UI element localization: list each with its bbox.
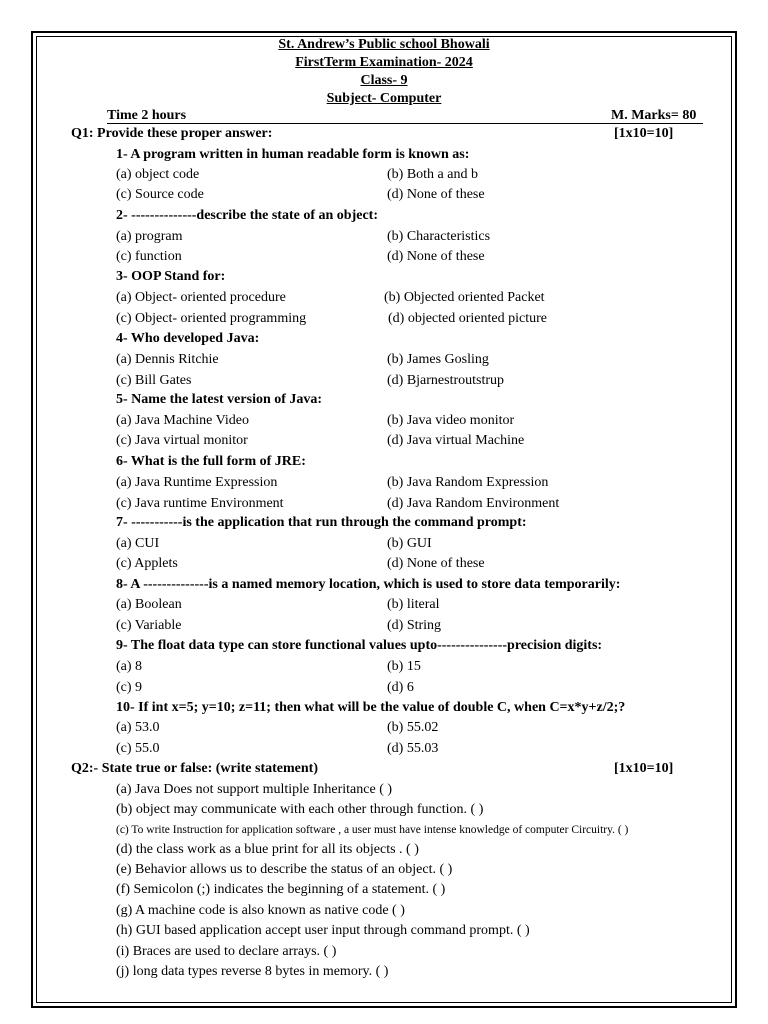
question-9: 9- The float data type can store functional values upto---------------precision digits: [116, 638, 603, 653]
question-6: 6- What is the full form of JRE: [116, 454, 306, 469]
q5-option-c: (c) Java virtual monitor [116, 433, 248, 448]
q10-option-b: (b) 55.02 [387, 720, 439, 735]
q8-option-d: (d) String [387, 618, 442, 633]
question-4: 4- Who developed Java: [116, 331, 260, 346]
tf-statement-i: (i) Braces are used to declare arrays. ( ) [116, 944, 337, 959]
q9-option-d: (d) 6 [387, 680, 414, 695]
exam-title: FirstTerm Examination- 2024 [295, 55, 473, 70]
q6-option-b: (b) Java Random Expression [387, 475, 549, 490]
q3-option-c: (c) Object- oriented programming [116, 311, 307, 326]
q8-option-a: (a) Boolean [116, 597, 182, 612]
q1-option-b: (b) Both a and b [387, 167, 478, 182]
q1-option-d: (d) None of these [387, 187, 485, 202]
q4-option-d: (d) Bjarnestroutstrup [387, 373, 505, 388]
q3-option-b: (b) Objected oriented Packet [384, 290, 545, 305]
q7-option-a: (a) CUI [116, 536, 160, 551]
q6-option-a: (a) Java Runtime Expression [116, 475, 278, 490]
q3-option-a: (a) Object- oriented procedure [116, 290, 286, 305]
class-label: Class- 9 [360, 73, 408, 88]
question-5: 5- Name the latest version of Java: [116, 392, 323, 407]
q2-option-d: (d) None of these [387, 249, 485, 264]
q2-option-b: (b) Characteristics [387, 229, 491, 244]
q2-marks: [1x10=10] [614, 761, 674, 776]
q3-option-d: (d) objected oriented picture [388, 311, 547, 326]
q10-option-c: (c) 55.0 [116, 741, 160, 756]
q4-option-a: (a) Dennis Ritchie [116, 352, 219, 367]
max-marks-label: M. Marks= 80 [611, 108, 697, 123]
school-name: St. Andrew’s Public school Bhowali [278, 37, 490, 52]
q7-option-b: (b) GUI [387, 536, 432, 551]
tf-statement-f: (f) Semicolon (;) indicates the beginning of a statement. ( ) [116, 882, 446, 897]
q7-option-c: (c) Applets [116, 556, 178, 571]
q5-option-b: (b) Java video monitor [387, 413, 515, 428]
question-7: 7- -----------is the application that run through the command prompt: [116, 515, 527, 530]
question-10: 10- If int x=5; y=10; z=11; then what will be the value of double C, when C=x*y+z/2;? [116, 700, 626, 715]
q2-option-a: (a) program [116, 229, 183, 244]
tf-statement-j: (j) long data types reverse 8 bytes in memory. ( ) [116, 964, 389, 979]
q9-option-a: (a) 8 [116, 659, 143, 674]
tf-statement-d: (d) the class work as a blue print for all its objects . ( ) [116, 842, 419, 857]
q1-marks: [1x10=10] [614, 126, 674, 141]
question-3: 3- OOP Stand for: [116, 269, 226, 284]
tf-statement-c: (c) To write Instruction for application software , a user must have intense knowledge of computer Circuitry. ( ) [116, 824, 629, 836]
tf-statement-h: (h) GUI based application accept user input through command prompt. ( ) [116, 923, 530, 938]
q9-option-c: (c) 9 [116, 680, 143, 695]
subject-label: Subject- Computer [326, 91, 442, 106]
q10-option-d: (d) 55.03 [387, 741, 439, 756]
q6-option-c: (c) Java runtime Environment [116, 496, 284, 511]
q8-option-c: (c) Variable [116, 618, 182, 633]
q4-option-b: (b) James Gosling [387, 352, 489, 367]
question-2: 2- --------------describe the state of an object: [116, 208, 378, 223]
header-rule [107, 123, 703, 124]
q5-option-a: (a) Java Machine Video [116, 413, 250, 428]
q5-option-d: (d) Java virtual Machine [387, 433, 525, 448]
time-label: Time 2 hours [107, 108, 187, 123]
tf-statement-e: (e) Behavior allows us to describe the status of an object. ( ) [116, 862, 453, 877]
question-8: 8- A --------------is a named memory location, which is used to store data temporarily: [116, 577, 621, 592]
q10-option-a: (a) 53.0 [116, 720, 160, 735]
q8-option-b: (b) literal [387, 597, 440, 612]
q2-option-c: (c) function [116, 249, 182, 264]
q1-option-c: (c) Source code [116, 187, 204, 202]
q1-title: Q1: Provide these proper answer: [71, 126, 273, 141]
tf-statement-b: (b) object may communicate with each other through function. ( ) [116, 802, 484, 817]
q1-option-a: (a) object code [116, 167, 200, 182]
question-1: 1- A program written in human readable form is known as: [116, 147, 470, 162]
q9-option-b: (b) 15 [387, 659, 421, 674]
tf-statement-g: (g) A machine code is also known as native code ( ) [116, 903, 405, 918]
q6-option-d: (d) Java Random Environment [387, 496, 560, 511]
q2-title: Q2:- State true or false: (write statement) [71, 761, 318, 776]
q4-option-c: (c) Bill Gates [116, 373, 192, 388]
tf-statement-a: (a) Java Does not support multiple Inheritance ( ) [116, 782, 393, 797]
q7-option-d: (d) None of these [387, 556, 485, 571]
